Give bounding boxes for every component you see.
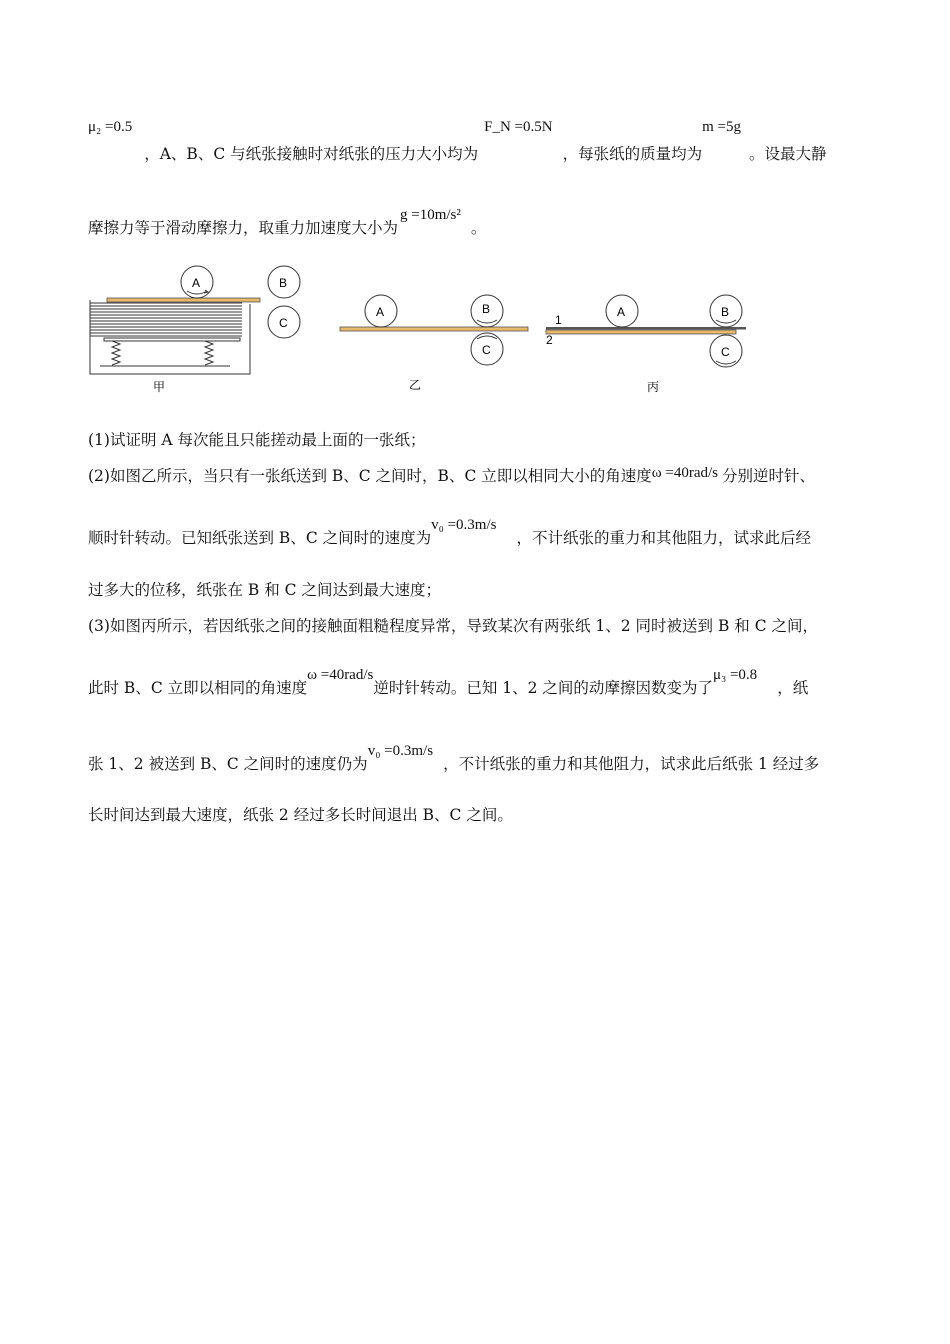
paper-1-bing	[546, 327, 746, 330]
caption-yi: 乙	[409, 378, 422, 392]
g-formula: g =10m/s²	[400, 207, 461, 223]
label-C-jia: C	[279, 316, 288, 330]
label-1-bing: 1	[555, 313, 562, 327]
label-C-yi: C	[482, 343, 491, 357]
frame-jia	[90, 300, 250, 374]
q3-text-1: (3)如图丙所示，若因纸张之间的接触面粗糙程度异常，导致某次有两张纸 1、2 同时被送到 B 和 C 之间，	[88, 617, 818, 635]
q2-text-4: ，不计纸张的重力和其他阻力，试求此后经	[516, 529, 811, 547]
question-2-line-2	[88, 517, 811, 549]
top-paper-jia	[107, 298, 260, 302]
intro-text-1: ，A、B、C 与纸张接触时对纸张的压力大小均为	[144, 145, 479, 163]
mass-formula: m =5g	[702, 119, 741, 135]
label-B-bing: B	[721, 305, 730, 319]
apparatus-figure	[0, 0, 950, 400]
q1-text: (1)试证明 A 每次能且只能搓动最上面的一张纸；	[88, 431, 426, 449]
paper-2-bing	[546, 330, 736, 334]
q3-mu3: μ₃ =0.8	[712, 667, 758, 683]
question-3-line-1	[88, 616, 818, 636]
label-A-yi: A	[376, 305, 385, 319]
intro-text-4: 摩擦力等于滑动摩擦力，取重力加速度大小为	[88, 219, 399, 237]
label-A-jia: A	[192, 276, 201, 290]
intro-text-2: ，每张纸的质量均为	[562, 145, 703, 163]
label-2-bing: 2	[546, 333, 553, 347]
spring-left	[112, 341, 120, 365]
q3-text-2: 此时 B、C 立即以相同的角速度	[88, 679, 308, 697]
label-B-jia: B	[279, 276, 288, 290]
q2-text-3: 顺时针转动。已知纸张送到 B、C 之间时的速度为	[88, 529, 432, 547]
mu2-formula: μ₂ =0.5	[88, 119, 133, 135]
q2-v0: v₀ =0.3m/s	[431, 517, 497, 533]
fn-formula: F_N =0.5N	[484, 119, 553, 135]
question-2-line-1	[88, 466, 815, 487]
q2-text-1: (2)如图乙所示，当只有一张纸送到 B、C 之间时，B、C 立即以相同大小的角速度	[88, 467, 652, 485]
spring-right	[205, 341, 213, 365]
question-1	[88, 430, 426, 450]
q3-text-4: ，纸	[777, 679, 809, 697]
platform	[104, 338, 240, 341]
q3-text-5: 张 1、2 被送到 B、C 之间时的速度仍为	[88, 755, 368, 773]
label-B-yi: B	[482, 302, 491, 316]
q3-omega: ω =40rad/s	[307, 667, 374, 683]
q3-text-3: 逆时针转动。已知 1、2 之间的动摩擦因数变为了	[373, 679, 713, 697]
intro-text-3: 。设最大静	[748, 145, 827, 163]
q3-text-7: 长时间达到最大速度，纸张 2 经过多长时间退出 B、C 之间。	[88, 806, 513, 824]
caption-jia: 甲	[153, 380, 166, 394]
q3-v0: v₀ =0.3m/s	[367, 743, 434, 759]
q3-text-6: ，不计纸张的重力和其他阻力，试求此后纸张 1 经过多	[443, 755, 820, 773]
question-3-line-4	[88, 805, 513, 825]
caption-bing: 丙	[647, 380, 660, 394]
q2-text-5: 过多大的位移，纸张在 B 和 C 之间达到最大速度；	[88, 581, 441, 599]
q2-omega: ω =40rad/s	[651, 465, 718, 481]
paper-yi	[340, 327, 528, 331]
question-3-line-2	[88, 667, 809, 699]
label-C-bing: C	[721, 345, 730, 359]
q2-text-2: 分别逆时针、	[722, 467, 816, 485]
question-2-line-3	[88, 580, 441, 600]
intro-text-5: 。	[470, 219, 487, 237]
label-A-bing: A	[617, 305, 626, 319]
paper-stack	[90, 306, 242, 336]
question-3-line-3	[88, 743, 820, 775]
